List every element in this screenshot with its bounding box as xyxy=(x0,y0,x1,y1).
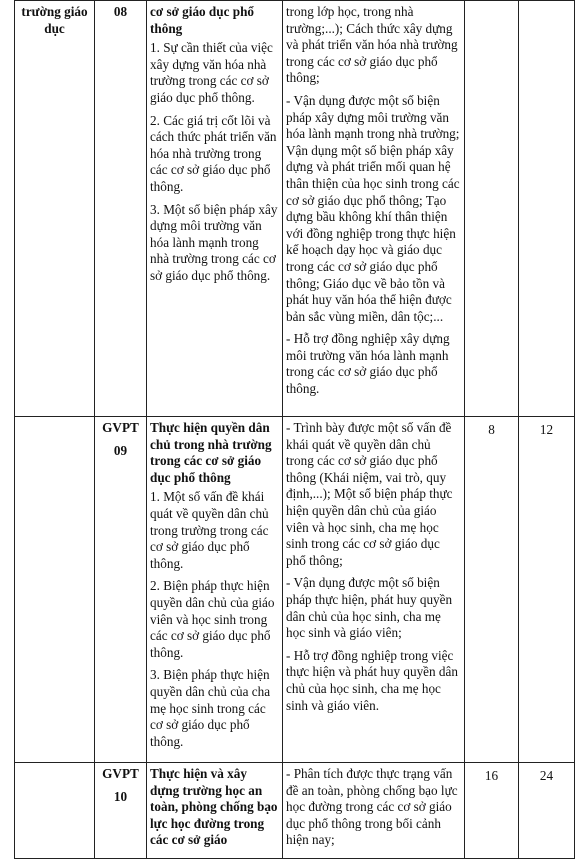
module-title: cơ sở giáo dục phổ thông xyxy=(150,4,255,36)
hours-cell xyxy=(519,1,575,417)
curriculum-table-body xyxy=(15,1,575,859)
requirement-item: - Phân tích được thực trạng vấn đề an toàn, phòng chống bạo lực học đường trong các cơ sở giáo dục phổ thông trong bối cảnh hiện nay; xyxy=(286,766,458,848)
group-cell xyxy=(15,417,95,763)
module-item: 3. Một số biện pháp xây dựng môi trường văn hóa lành mạnh trong nhà trường trong các cơ sở giáo dục phổ thông. xyxy=(150,201,278,283)
hours-cell xyxy=(465,417,519,763)
module-content-cell xyxy=(147,417,283,763)
hours-cell xyxy=(465,1,519,417)
module-content-cell xyxy=(147,1,283,417)
requirements-cell xyxy=(283,417,465,763)
table-row xyxy=(15,763,575,859)
module-item: 1. Sự cần thiết của việc xây dựng văn hóa nhà trường trong các cơ sở giáo dục phổ thông. xyxy=(150,40,273,105)
hours-value: 12 xyxy=(539,422,554,437)
requirement-item: trong lớp học, trong nhà trường;...); Cách thức xây dựng và phát triển văn hóa nhà trường trong các cơ sở giáo dục phổ thông; xyxy=(286,4,458,86)
group-cell xyxy=(15,1,95,417)
requirement-item: - Vận dụng được một số biện pháp xây dựng môi trường văn hóa lành mạnh trong nhà trường; Vận dụng một số biện pháp xây dựng và phát triển mối quan hệ thân thiện của học sinh trong các cơ sở giáo dục phổ thông; Tạo dựng bầu không khí thân thiện với đồng nghiệp trong thực hiện kế hoạch dạy học và giáo dục trong các cơ sở giáo dục phổ thông; Giáo dục về bảo tồn và phát huy văn hóa thể hiện được bản sắc vùng miền, dân tộc;... xyxy=(286,92,460,324)
module-code: GVPT xyxy=(102,420,139,435)
table-row xyxy=(15,1,575,417)
module-item: 2. Các giá trị cốt lõi và cách thức phát triển văn hóa nhà trường trong các cơ sở giáo dục phổ thông. xyxy=(150,112,277,194)
module-code: 09 xyxy=(113,442,128,458)
requirements-cell xyxy=(283,1,465,417)
requirements-cell xyxy=(283,763,465,859)
code-cell xyxy=(95,763,147,859)
hours-cell xyxy=(465,763,519,859)
code-cell xyxy=(95,417,147,763)
table-row xyxy=(15,417,575,763)
hours-value xyxy=(522,4,571,6)
requirement-item: - Hỗ trợ đồng nghiệp trong việc thực hiện và phát huy quyền dân chủ của học sinh, cha mẹ học sinh và giáo viên. xyxy=(286,647,458,713)
hours-value: 8 xyxy=(488,422,495,437)
hours-value: 16 xyxy=(484,768,499,783)
module-title: Thực hiện và xây dựng trường học an toàn, phòng chống bạo lực học đường trong các cơ sở giáo xyxy=(150,766,278,848)
module-item: 2. Biện pháp thực hiện quyền dân chủ của giáo viên và học sinh trong các cơ sở giáo dục phổ thông. xyxy=(150,578,275,660)
hours-cell xyxy=(519,763,575,859)
hours-value: 24 xyxy=(539,768,554,783)
requirement-item: - Hỗ trợ đồng nghiệp xây dựng môi trường văn hóa lành mạnh trong các cơ sở giáo dục phổ thông. xyxy=(286,331,450,397)
curriculum-table xyxy=(14,0,575,859)
requirement-item: - Trình bày được một số vấn đề khái quát về quyền dân chủ trong các cơ sở giáo dục phổ thông (Khái niệm, vai trò, quy định,...); Một số biện pháp thực hiện quyền dân chủ của giáo viên và học sinh, cha mẹ học sinh trong các cơ sở giáo dục phổ thông; xyxy=(286,420,453,568)
module-title: Thực hiện quyền dân chủ trong nhà trường trong các cơ sở giáo dục phổ thông xyxy=(150,420,272,485)
module-item: 3. Biện pháp thực hiện quyền dân chủ của cha mẹ học sinh trong các cơ sở giáo dục phổ thông. xyxy=(150,667,271,749)
requirement-item: - Vận dụng được một số biện pháp thực hiện, phát huy quyền dân chủ của học sinh, cha mẹ học sinh và giáo viên; xyxy=(286,575,453,641)
module-item: 1. Một số vấn đề khái quát về quyền dân chủ trong trường trong các cơ sở giáo dục phổ thông. xyxy=(150,489,269,571)
code-cell xyxy=(95,1,147,417)
group-cell xyxy=(15,763,95,859)
module-code: 10 xyxy=(113,788,128,804)
module-code: 08 xyxy=(113,4,128,19)
module-content-cell xyxy=(147,763,283,859)
group-label: trường giáo dục xyxy=(21,4,88,36)
hours-value xyxy=(468,4,515,6)
module-code: GVPT xyxy=(102,766,139,781)
hours-cell xyxy=(519,417,575,763)
